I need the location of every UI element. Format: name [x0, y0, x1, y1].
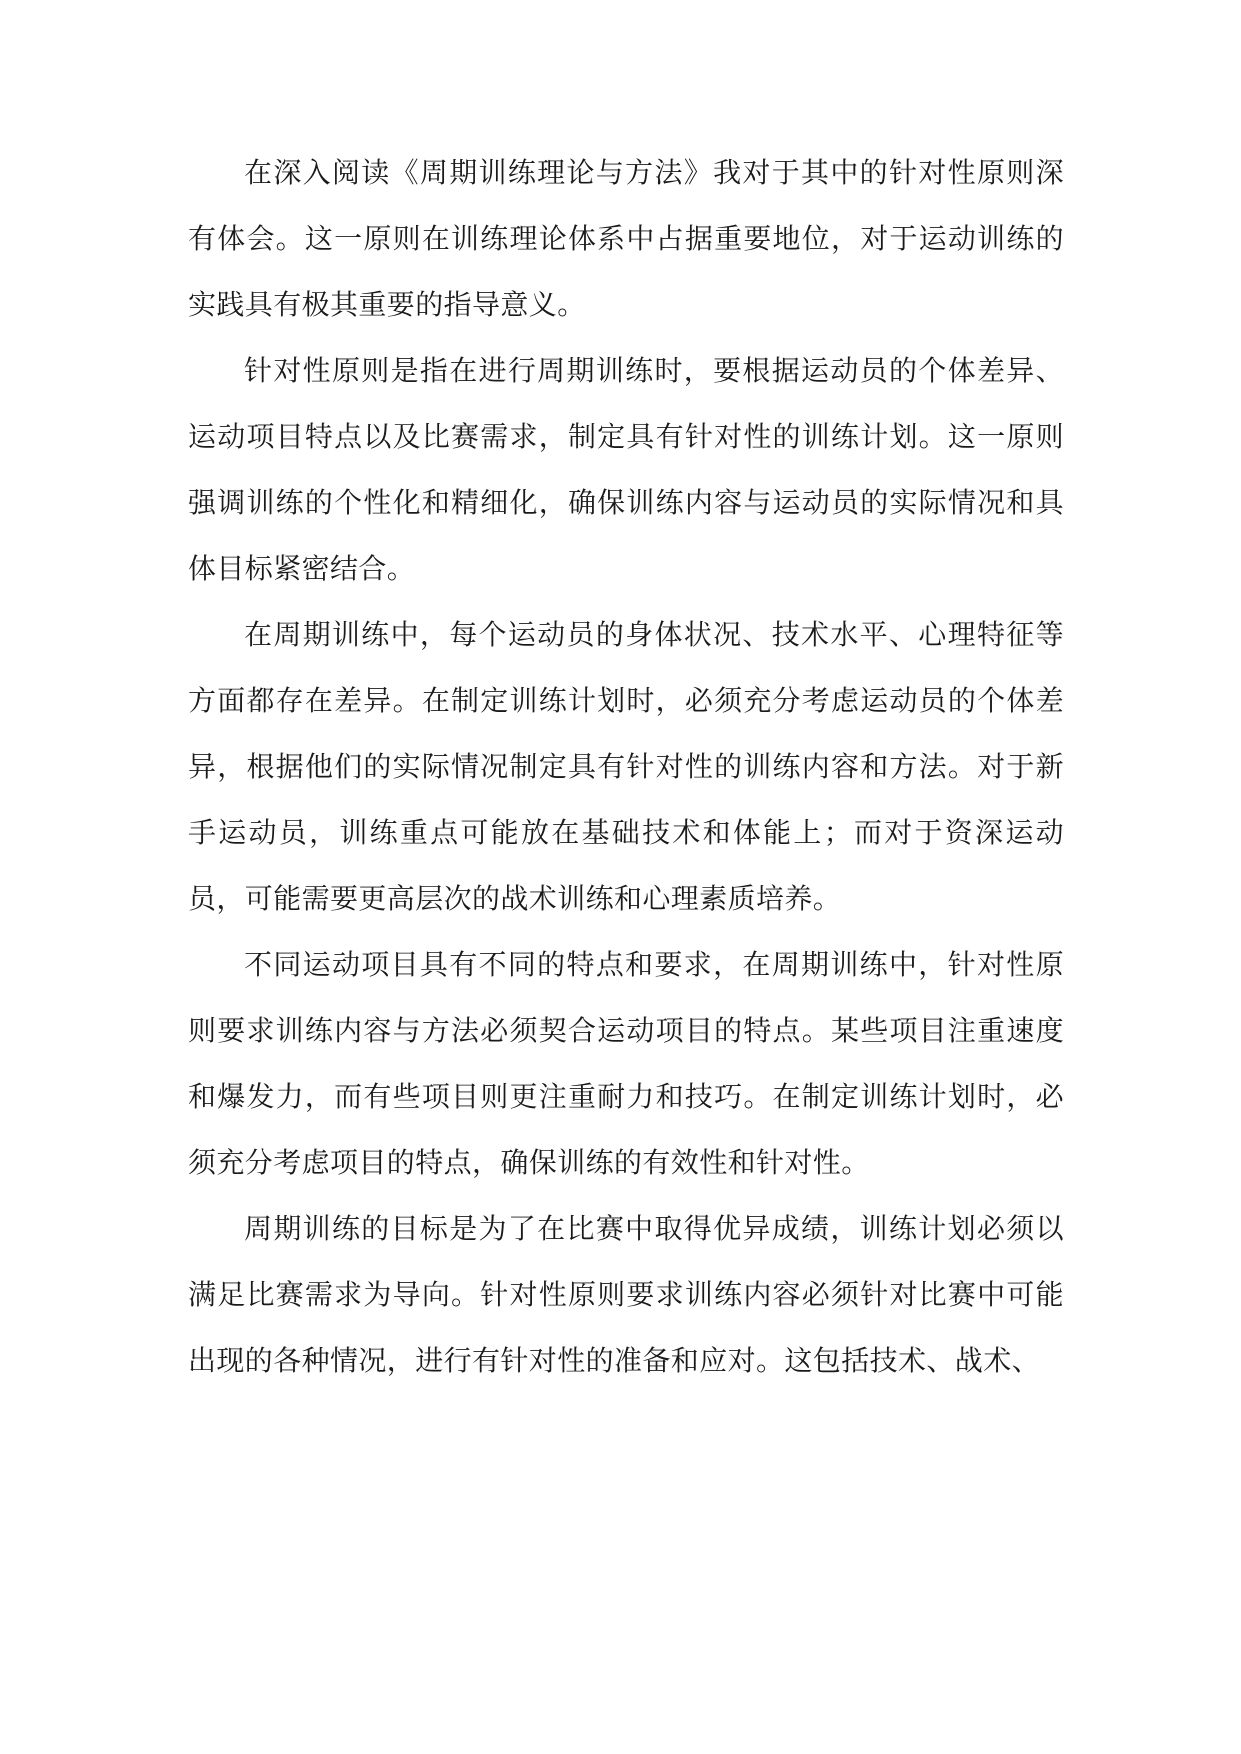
- paragraph-2: 针对性原则是指在进行周期训练时，要根据运动员的个体差异、运动项目特点以及比赛需求，制定具有针对性的训练计划。这一原则强调训练的个性化和精细化，确保训练内容与运动员的实际情况和具体目标紧密结合。: [188, 354, 1064, 585]
- paragraph-5: 周期训练的目标是为了在比赛中取得优异成绩，训练计划必须以满足比赛需求为导向。针对性原则要求训练内容必须针对比赛中可能出现的各种情况，进行有针对性的准备和应对。这包括技术、战术、: [188, 1212, 1064, 1377]
- paragraph-1: 在深入阅读《周期训练理论与方法》我对于其中的针对性原则深有体会。这一原则在训练理论体系中占据重要地位，对于运动训练的实践具有极其重要的指导意义。: [188, 156, 1064, 321]
- paragraph-3: 在周期训练中，每个运动员的身体状况、技术水平、心理特征等方面都存在差异。在制定训练计划时，必须充分考虑运动员的个体差异，根据他们的实际情况制定具有针对性的训练内容和方法。对于新手运动员，训练重点可能放在基础技术和体能上；而对于资深运动员，可能需要更高层次的战术训练和心理素质培养。: [188, 618, 1064, 915]
- document-body: [188, 140, 1064, 1394]
- paragraph-4: 不同运动项目具有不同的特点和要求，在周期训练中，针对性原则要求训练内容与方法必须契合运动项目的特点。某些项目注重速度和爆发力，而有些项目则更注重耐力和技巧。在制定训练计划时，必须充分考虑项目的特点，确保训练的有效性和针对性。: [188, 948, 1064, 1179]
